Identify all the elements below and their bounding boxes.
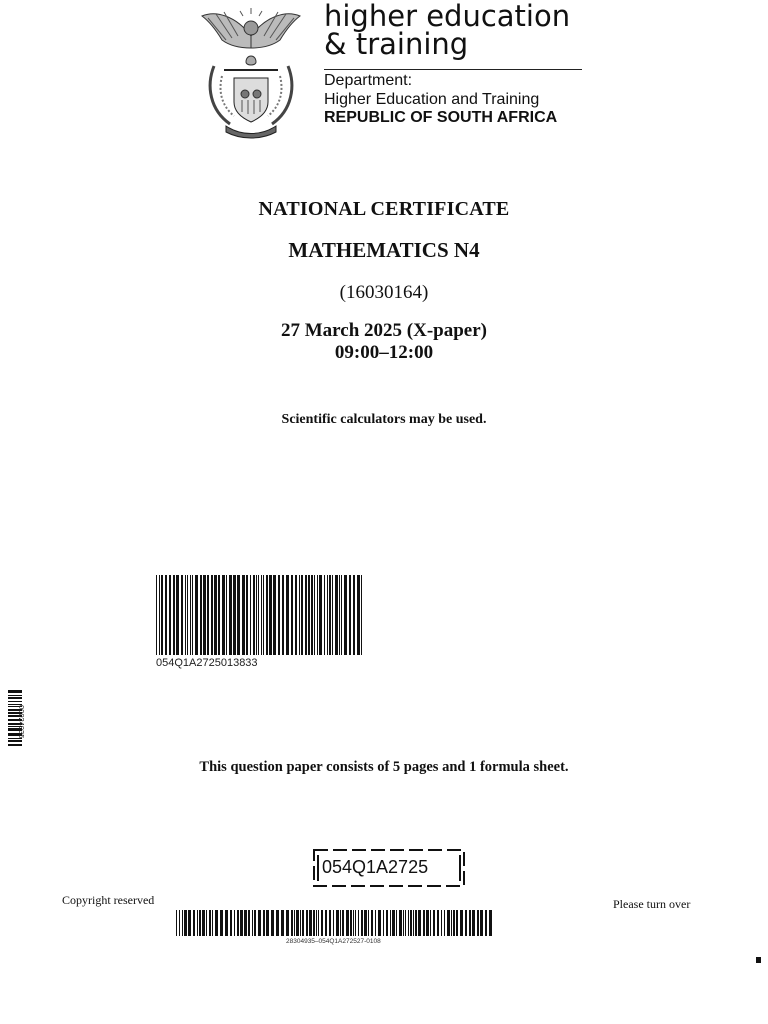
barcode-bar (319, 575, 322, 655)
barcode-bar (456, 910, 458, 936)
barcode-bar (237, 575, 240, 655)
barcode-bar (413, 910, 414, 936)
barcode-bar (176, 575, 179, 655)
barcode-bar (8, 740, 22, 742)
barcode-bar (361, 575, 362, 655)
letterhead-divider (324, 69, 582, 70)
barcode-bar (418, 910, 421, 936)
page-count-note: This question paper consists of 5 pages and 1 formula sheet. (199, 759, 569, 775)
barcode-bar (314, 575, 315, 655)
barcode-bar (258, 910, 261, 936)
barcode-bar (358, 910, 359, 936)
barcode-bar (263, 575, 264, 655)
barcode-bar (344, 575, 347, 655)
barcode-bar (353, 910, 354, 936)
barcode-bar (185, 575, 186, 655)
barcode-bar (451, 910, 452, 936)
barcode-bar (8, 744, 22, 746)
barcode-bar (309, 910, 312, 936)
barcode-bar (342, 910, 344, 936)
barcode-bar (325, 910, 327, 936)
barcode-bar (306, 910, 308, 936)
barcode-bar (399, 910, 402, 936)
barcode-bar (190, 575, 191, 655)
barcode-bar (311, 575, 313, 655)
subject-code: (16030164) (339, 282, 429, 303)
barcode-bar (489, 910, 492, 936)
main-barcode (156, 575, 362, 655)
barcode-bar (364, 910, 367, 936)
barcode-bar (313, 910, 315, 936)
barcode-bar (318, 910, 319, 936)
letterhead-title (324, 0, 571, 61)
barcode-bar (465, 910, 467, 936)
barcode-bar (161, 575, 163, 655)
barcode-bar (291, 575, 293, 655)
barcode-bar (209, 910, 211, 936)
barcode-bar (349, 575, 351, 655)
barcode-bar (480, 910, 483, 936)
exam-date-time (0, 320, 768, 364)
barcode-bar (226, 575, 227, 655)
exam-time: 09:00–12:00 (334, 342, 434, 363)
barcode-bar (390, 910, 391, 936)
barcode-bar (426, 910, 429, 936)
scan-mark (756, 957, 761, 963)
barcode-bar (346, 910, 349, 936)
subject-title: MATHEMATICS N4 (288, 238, 480, 262)
barcode-bar (485, 910, 487, 936)
barcode-bar (197, 910, 198, 936)
barcode-bar (444, 910, 445, 936)
barcode-bar (403, 910, 404, 936)
copyright-notice: Copyright reserved (62, 893, 155, 907)
calculator-note: Scientific calculators may be used. (281, 412, 487, 427)
country-name: REPUBLIC OF SOUTH AFRICA (324, 109, 558, 126)
barcode-bar (410, 910, 412, 936)
barcode-bar (214, 575, 217, 655)
barcode-bar (340, 910, 341, 936)
barcode-bar (187, 575, 188, 655)
barcode-bar (430, 910, 431, 936)
barcode-bar (237, 910, 239, 936)
barcode-bar (329, 910, 331, 936)
barcode-bar (317, 575, 318, 655)
barcode-bar (371, 910, 373, 936)
barcode-bar (254, 910, 256, 936)
barcode-bar (350, 910, 352, 936)
barcode-bar (8, 697, 22, 699)
barcode-bar (316, 910, 317, 936)
barcode-bar (233, 575, 236, 655)
barcode-bar (218, 575, 220, 655)
barcode-bar (253, 575, 255, 655)
barcode-bar (433, 910, 435, 936)
barcode-bar (225, 910, 228, 936)
barcode-bar (286, 575, 289, 655)
barcode-bar (248, 910, 250, 936)
barcode-bar (176, 910, 177, 936)
barcode-bar (286, 910, 289, 936)
barcode-bar (266, 575, 268, 655)
barcode-bar (207, 575, 209, 655)
barcode-bar (193, 910, 195, 936)
barcode-bar (308, 575, 310, 655)
barcode-bar (453, 910, 455, 936)
barcode-bar (258, 575, 259, 655)
barcode-bar (220, 910, 223, 936)
barcode-bar (234, 910, 235, 936)
barcode-bar (321, 910, 323, 936)
barcode-bar (222, 575, 225, 655)
barcode-bar (8, 695, 22, 696)
barcode-bar (302, 910, 304, 936)
barcode-bar (212, 910, 213, 936)
department-name: Higher Education and Training (324, 91, 540, 108)
barcode-bar (408, 910, 409, 936)
barcode-bar (477, 910, 479, 936)
barcode-bar (396, 910, 397, 936)
barcode-bar (437, 910, 439, 936)
barcode-bar (202, 910, 205, 936)
barcode-bar (375, 910, 376, 936)
barcode-bar (327, 575, 328, 655)
barcode-bar (296, 910, 299, 936)
bottom-barcode (176, 910, 494, 936)
barcode-bar (192, 575, 193, 655)
barcode-bar (179, 910, 180, 936)
barcode-bar (256, 575, 257, 655)
barcode-bar (240, 910, 243, 936)
barcode-bar (273, 575, 276, 655)
barcode-bar (299, 575, 300, 655)
barcode-bar (361, 910, 363, 936)
barcode-bar (294, 910, 295, 936)
barcode-bar (8, 701, 22, 702)
barcode-bar (211, 575, 213, 655)
barcode-bar (195, 575, 198, 655)
department-label: Department: (324, 72, 413, 89)
barcode-bar (341, 575, 342, 655)
barcode-bar (244, 910, 247, 936)
barcode-bar (447, 910, 450, 936)
barcode-bar (368, 910, 369, 936)
barcode-bar (324, 575, 325, 655)
barcode-bar (357, 575, 360, 655)
barcode-bar (8, 690, 22, 693)
barcode-bar (246, 575, 248, 655)
barcode-bar (215, 910, 218, 936)
barcode-bar (469, 910, 471, 936)
barcode-bar (332, 575, 333, 655)
boxed-code: 054Q1A2725 (322, 857, 429, 877)
barcode-bar (169, 575, 171, 655)
barcode-bar (203, 575, 206, 655)
barcode-bar (269, 575, 272, 655)
barcode-bar (282, 575, 284, 655)
barcode-bar (230, 910, 232, 936)
barcode-bar (266, 910, 269, 936)
barcode-bar (329, 575, 331, 655)
barcode-bar (159, 575, 160, 655)
letterhead-title-line2: & training (324, 27, 469, 61)
barcode-bar (165, 575, 167, 655)
exam-date: 27 March 2025 (X-paper) (281, 320, 487, 341)
barcode-bar (182, 910, 183, 936)
barcode-bar (184, 910, 187, 936)
barcode-bar (276, 910, 279, 936)
barcode-bar (305, 575, 307, 655)
certificate-title: NATIONAL CERTIFICATE (258, 198, 510, 220)
barcode-bar (392, 910, 395, 936)
barcode-bar (278, 575, 280, 655)
letterhead-title-line1: higher education (324, 0, 571, 33)
barcode-bar (301, 575, 303, 655)
barcode-bar (339, 575, 340, 655)
barcode-bar (252, 910, 253, 936)
barcode-bar (173, 575, 175, 655)
barcode-bar (188, 910, 191, 936)
barcode-bar (242, 575, 245, 655)
barcode-bar (353, 575, 355, 655)
barcode-bar (271, 910, 274, 936)
main-barcode-number: 054Q1A2725013833 (156, 657, 258, 669)
side-barcode-number: 00024935 (17, 705, 26, 739)
barcode-bar (295, 575, 297, 655)
barcode-bar (263, 910, 265, 936)
barcode-bar (336, 910, 339, 936)
barcode-bar (383, 910, 384, 936)
barcode-bar (281, 910, 284, 936)
barcode-bar (250, 575, 251, 655)
barcode-bar (156, 575, 157, 655)
barcode-bar (229, 575, 232, 655)
barcode-bar (386, 910, 388, 936)
barcode-bar (291, 910, 293, 936)
turn-over-note: Please turn over (613, 897, 691, 911)
barcode-bar (441, 910, 442, 936)
barcode-bar (472, 910, 475, 936)
bottom-barcode-number: 28304935–054Q1A272527-0108 (286, 938, 381, 945)
barcode-bar (181, 575, 183, 655)
barcode-bar (200, 575, 202, 655)
barcode-bar (460, 910, 463, 936)
barcode-bar (405, 910, 406, 936)
barcode-bar (415, 910, 417, 936)
barcode-bar (333, 910, 334, 936)
barcode-bar (423, 910, 425, 936)
barcode-bar (300, 910, 301, 936)
barcode-bar (261, 575, 262, 655)
barcode-bar (335, 575, 338, 655)
coat-of-arms-logo (196, 6, 306, 140)
barcode-bar (355, 910, 356, 936)
barcode-bar (378, 910, 381, 936)
barcode-bar (206, 910, 207, 936)
barcode-bar (199, 910, 201, 936)
